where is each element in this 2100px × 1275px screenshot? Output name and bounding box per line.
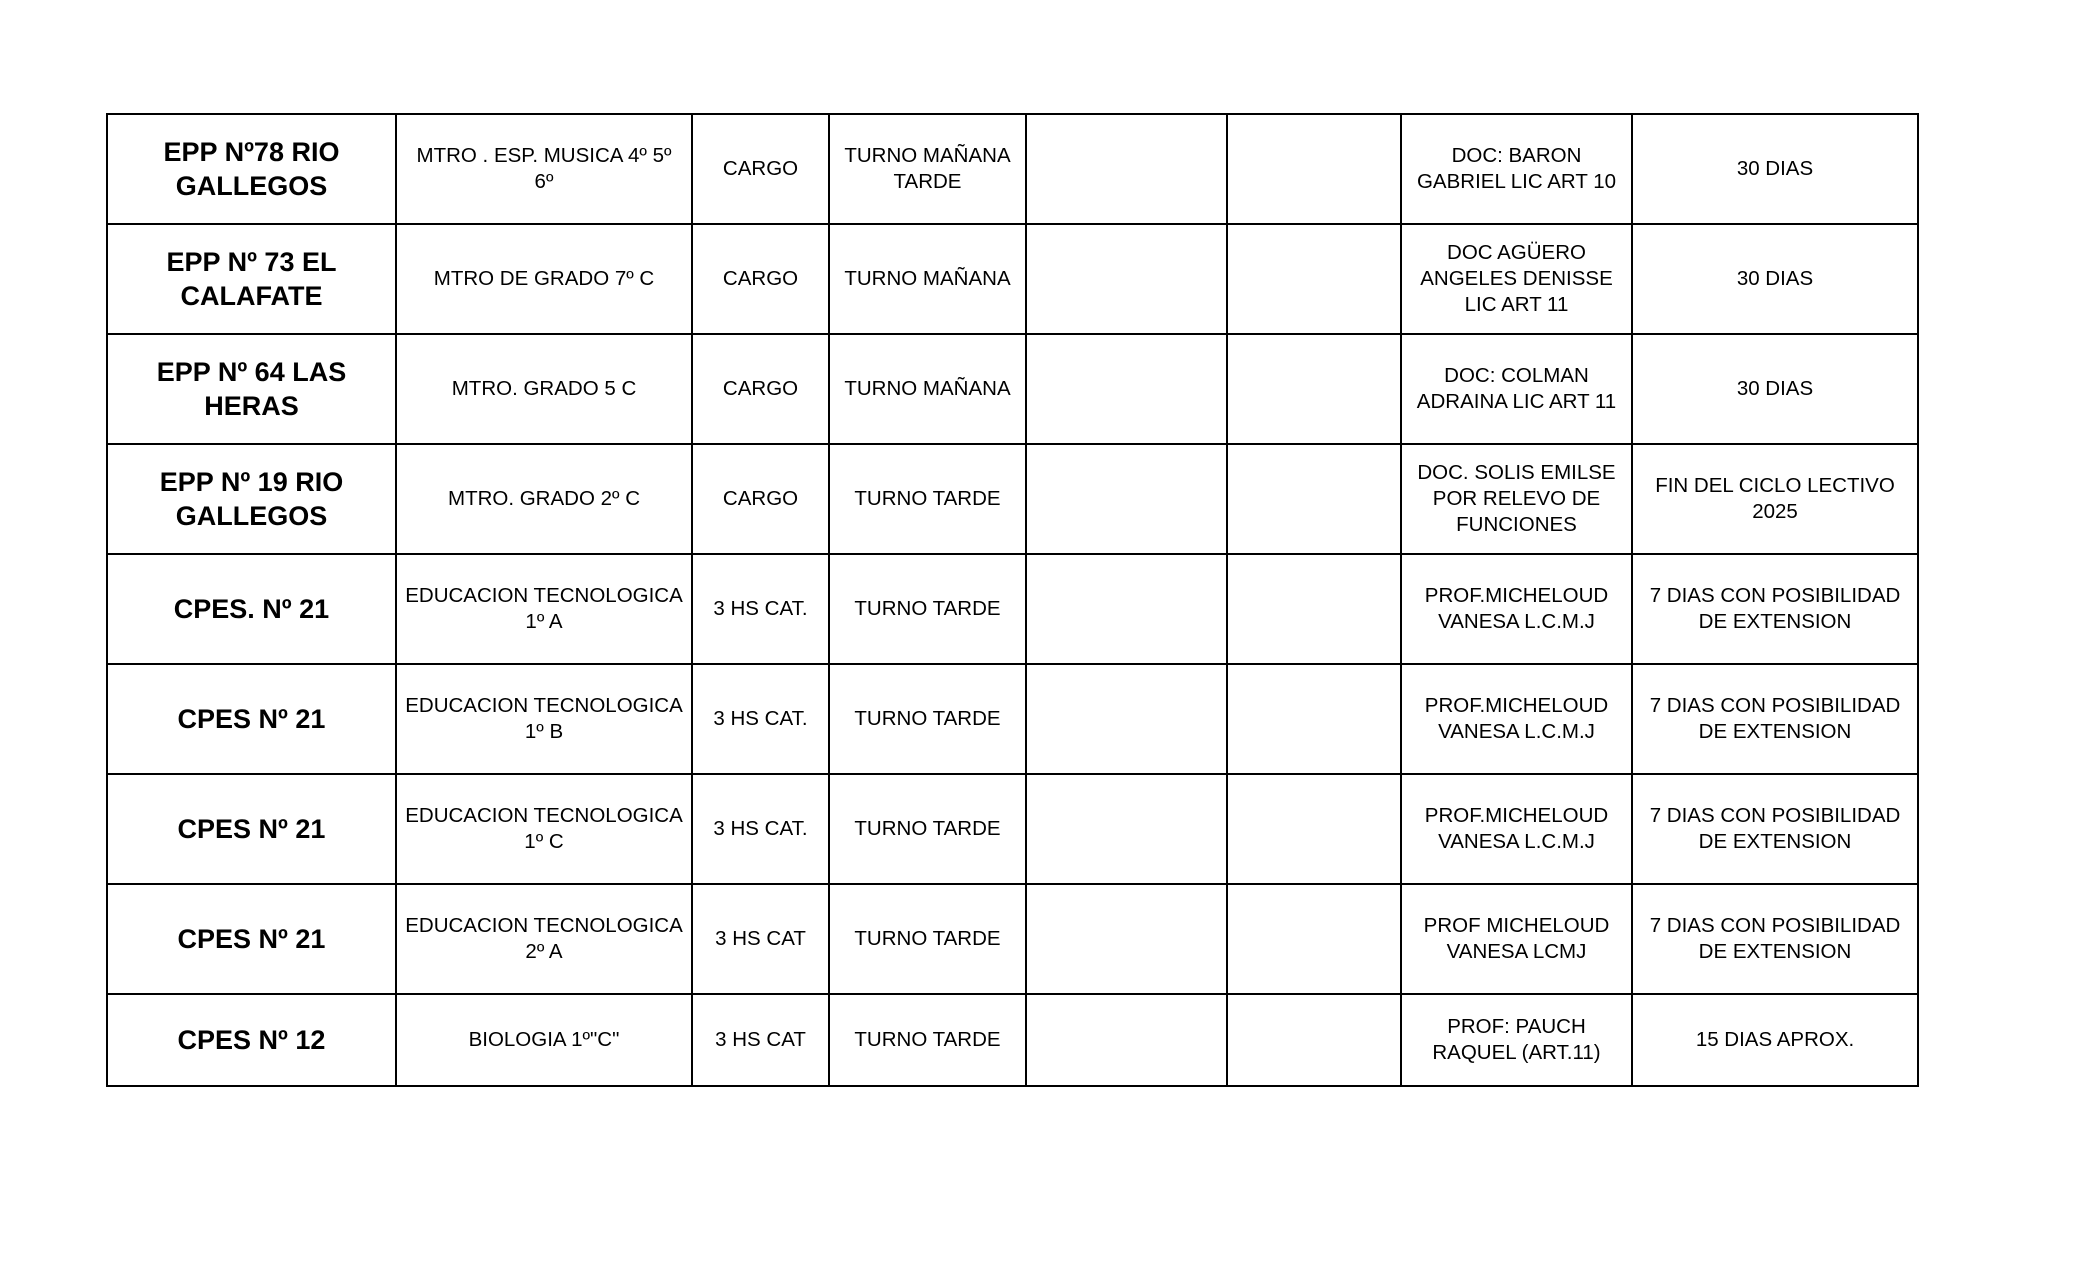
vacancies-table bbox=[106, 113, 1919, 1087]
duration-cell: 30 DIAS bbox=[1632, 114, 1918, 224]
type-cell: 3 HS CAT. bbox=[692, 774, 829, 884]
shift-cell: TURNO TARDE bbox=[829, 884, 1026, 994]
replaces-cell: DOC: COLMAN ADRAINA LIC ART 11 bbox=[1401, 334, 1632, 444]
empty-cell bbox=[1026, 554, 1227, 664]
replaces-cell: PROF.MICHELOUD VANESA L.C.M.J bbox=[1401, 554, 1632, 664]
replaces-cell: PROF MICHELOUD VANESA LCMJ bbox=[1401, 884, 1632, 994]
type-cell: CARGO bbox=[692, 334, 829, 444]
empty-cell bbox=[1227, 334, 1401, 444]
replaces-cell: DOC AGÜERO ANGELES DENISSE LIC ART 11 bbox=[1401, 224, 1632, 334]
empty-cell bbox=[1026, 444, 1227, 554]
shift-cell: TURNO MAÑANA bbox=[829, 224, 1026, 334]
shift-cell: TURNO MAÑANA bbox=[829, 334, 1026, 444]
empty-cell bbox=[1026, 884, 1227, 994]
school-cell: EPP Nº78 RIO GALLEGOS bbox=[107, 114, 396, 224]
table-row bbox=[107, 664, 1918, 774]
table-row bbox=[107, 334, 1918, 444]
table-row bbox=[107, 554, 1918, 664]
table-row bbox=[107, 224, 1918, 334]
school-cell: EPP Nº 19 RIO GALLEGOS bbox=[107, 444, 396, 554]
table-row bbox=[107, 444, 1918, 554]
type-cell: CARGO bbox=[692, 114, 829, 224]
duration-cell: FIN DEL CICLO LECTIVO 2025 bbox=[1632, 444, 1918, 554]
table-row bbox=[107, 884, 1918, 994]
position-cell: EDUCACION TECNOLOGICA 1º B bbox=[396, 664, 692, 774]
empty-cell bbox=[1227, 994, 1401, 1086]
empty-cell bbox=[1026, 664, 1227, 774]
school-cell: CPES. Nº 21 bbox=[107, 554, 396, 664]
type-cell: CARGO bbox=[692, 224, 829, 334]
duration-cell: 15 DIAS APROX. bbox=[1632, 994, 1918, 1086]
position-cell: MTRO . ESP. MUSICA 4º 5º 6º bbox=[396, 114, 692, 224]
empty-cell bbox=[1026, 994, 1227, 1086]
table-row bbox=[107, 774, 1918, 884]
position-cell: EDUCACION TECNOLOGICA 2º A bbox=[396, 884, 692, 994]
shift-cell: TURNO TARDE bbox=[829, 774, 1026, 884]
school-cell: EPP Nº 73 EL CALAFATE bbox=[107, 224, 396, 334]
table-row bbox=[107, 994, 1918, 1086]
duration-cell: 30 DIAS bbox=[1632, 334, 1918, 444]
shift-cell: TURNO TARDE bbox=[829, 994, 1026, 1086]
duration-cell: 7 DIAS CON POSIBILIDAD DE EXTENSION bbox=[1632, 884, 1918, 994]
shift-cell: TURNO TARDE bbox=[829, 554, 1026, 664]
replaces-cell: DOC: BARON GABRIEL LIC ART 10 bbox=[1401, 114, 1632, 224]
empty-cell bbox=[1026, 334, 1227, 444]
empty-cell bbox=[1227, 884, 1401, 994]
replaces-cell: PROF.MICHELOUD VANESA L.C.M.J bbox=[1401, 664, 1632, 774]
position-cell: BIOLOGIA 1º"C" bbox=[396, 994, 692, 1086]
position-cell: EDUCACION TECNOLOGICA 1º A bbox=[396, 554, 692, 664]
replaces-cell: PROF.MICHELOUD VANESA L.C.M.J bbox=[1401, 774, 1632, 884]
empty-cell bbox=[1227, 114, 1401, 224]
type-cell: CARGO bbox=[692, 444, 829, 554]
position-cell: MTRO DE GRADO 7º C bbox=[396, 224, 692, 334]
school-cell: CPES Nº 21 bbox=[107, 774, 396, 884]
empty-cell bbox=[1026, 114, 1227, 224]
empty-cell bbox=[1227, 664, 1401, 774]
shift-cell: TURNO MAÑANA TARDE bbox=[829, 114, 1026, 224]
position-cell: MTRO. GRADO 2º C bbox=[396, 444, 692, 554]
shift-cell: TURNO TARDE bbox=[829, 664, 1026, 774]
empty-cell bbox=[1227, 774, 1401, 884]
shift-cell: TURNO TARDE bbox=[829, 444, 1026, 554]
replaces-cell: PROF: PAUCH RAQUEL (ART.11) bbox=[1401, 994, 1632, 1086]
duration-cell: 30 DIAS bbox=[1632, 224, 1918, 334]
duration-cell: 7 DIAS CON POSIBILIDAD DE EXTENSION bbox=[1632, 774, 1918, 884]
school-cell: CPES Nº 12 bbox=[107, 994, 396, 1086]
empty-cell bbox=[1227, 224, 1401, 334]
empty-cell bbox=[1227, 554, 1401, 664]
type-cell: 3 HS CAT bbox=[692, 884, 829, 994]
empty-cell bbox=[1026, 774, 1227, 884]
position-cell: EDUCACION TECNOLOGICA 1º C bbox=[396, 774, 692, 884]
school-cell: CPES Nº 21 bbox=[107, 884, 396, 994]
school-cell: EPP Nº 64 LAS HERAS bbox=[107, 334, 396, 444]
school-cell: CPES Nº 21 bbox=[107, 664, 396, 774]
duration-cell: 7 DIAS CON POSIBILIDAD DE EXTENSION bbox=[1632, 554, 1918, 664]
empty-cell bbox=[1227, 444, 1401, 554]
type-cell: 3 HS CAT bbox=[692, 994, 829, 1086]
type-cell: 3 HS CAT. bbox=[692, 554, 829, 664]
position-cell: MTRO. GRADO 5 C bbox=[396, 334, 692, 444]
replaces-cell: DOC. SOLIS EMILSE POR RELEVO DE FUNCIONES bbox=[1401, 444, 1632, 554]
table-row bbox=[107, 114, 1918, 224]
empty-cell bbox=[1026, 224, 1227, 334]
duration-cell: 7 DIAS CON POSIBILIDAD DE EXTENSION bbox=[1632, 664, 1918, 774]
type-cell: 3 HS CAT. bbox=[692, 664, 829, 774]
